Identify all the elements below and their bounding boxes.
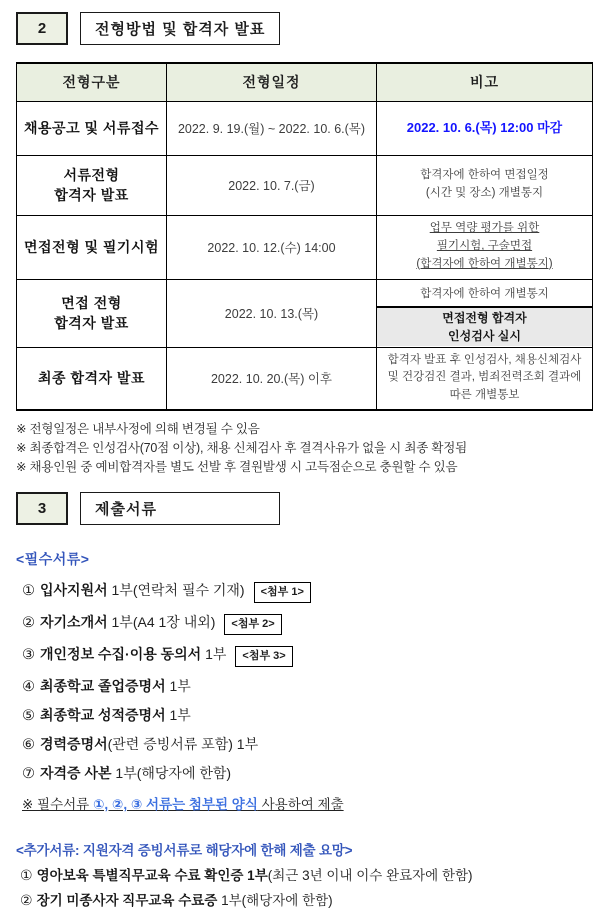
- item-detail: 1부(해당자에 한함): [217, 892, 333, 908]
- table-header-row: [17, 63, 593, 101]
- section-2-title: 전형방법 및 합격자 발표: [80, 12, 280, 45]
- item-number: ②: [20, 891, 33, 908]
- table-row-interview-exam: [17, 215, 593, 279]
- row5-category: 최종 합격자 발표: [17, 347, 167, 410]
- row2-category: [17, 155, 167, 215]
- item-number: ④: [22, 678, 35, 695]
- item-number: ①: [22, 582, 35, 599]
- row1-remarks-deadline: 2022. 10. 6.(목) 12:00 마감: [377, 101, 593, 155]
- item-name: 자격증 사본: [40, 764, 112, 781]
- row3-remarks-line2: 필기시험, 구술면접: [436, 240, 533, 253]
- item-number: ②: [22, 614, 35, 631]
- note-line: ※ 채용인원 중 예비합격자를 별도 선발 후 결원발생 시 고득점순으로 충원할 수 있음: [16, 459, 458, 474]
- item-name: 최종학교 성적증명서: [40, 706, 166, 723]
- item-detail: 1부(A4 1장 내외): [107, 613, 216, 630]
- row5-schedule: 2022. 10. 20.(목) 이후: [167, 347, 377, 410]
- row3-schedule: 2022. 10. 12.(수) 14:00: [167, 215, 377, 279]
- item-name: 자기소개서: [40, 613, 108, 630]
- item-detail: 1부: [165, 677, 191, 694]
- table-row-final-result: [17, 347, 593, 410]
- row4-remarks: [377, 279, 593, 347]
- row2-remarks-line1: 합격자에 한하여 면접일정: [420, 169, 549, 182]
- item-name: 장기 미종사자 직무교육 수료증: [36, 892, 218, 908]
- note-line: ※ 최종합격은 인성검사(70점 이상), 채용 신체검사 후 결격사유가 없을 시 최종 확정됨: [16, 440, 467, 455]
- table-row-document-result: [17, 155, 593, 215]
- row2-remarks: [377, 155, 593, 215]
- list-item: [22, 645, 592, 667]
- item-number: ①: [20, 866, 33, 883]
- row3-remarks-line1: 업무 역량 평가를 위한: [429, 222, 540, 235]
- list-item: [22, 581, 592, 603]
- required-docs-list: [16, 581, 592, 783]
- row4-remarks-bottom-line2: 인성검사 실시: [448, 329, 521, 343]
- row4-remarks-bottom-line1: 면접전형 합격자: [442, 311, 527, 325]
- section-2-number: 2: [16, 12, 68, 45]
- section-3-number: 3: [16, 492, 68, 525]
- note-suffix: 사용하여 제출: [257, 796, 344, 812]
- required-docs-note: [16, 793, 592, 813]
- list-item: [22, 735, 592, 754]
- row1-category: 채용공고 및 서류접수: [17, 101, 167, 155]
- row4-remarks-personality-test: [377, 306, 592, 346]
- attachment-2-badge: <첨부 2>: [224, 614, 281, 635]
- additional-docs-heading: <추가서류: 지원자격 증빙서류로 해당자에 한해 제출 요망>: [16, 842, 353, 858]
- row1-schedule: 2022. 9. 19.(월) ~ 2022. 10. 6.(목): [167, 101, 377, 155]
- list-item: [20, 867, 592, 884]
- note-line: ※ 전형일정은 내부사정에 의해 변경될 수 있음: [16, 421, 260, 436]
- row3-remarks: [377, 215, 593, 279]
- col-header-schedule: 전형일정: [167, 63, 377, 101]
- section-3-title: 제출서류: [80, 492, 280, 525]
- row3-category: 면접전형 및 필기시험: [17, 215, 167, 279]
- table-row-announcement: [17, 101, 593, 155]
- note-highlight: ①, ②, ③ 서류는 첨부된 양식: [92, 796, 258, 812]
- table-notes: [16, 420, 592, 477]
- attachment-1-badge: <첨부 1>: [254, 582, 311, 603]
- col-header-category: 전형구분: [17, 63, 167, 101]
- list-item: [22, 764, 592, 783]
- item-number: ⑥: [22, 736, 35, 753]
- list-item: [20, 892, 592, 909]
- section-2-header: [16, 12, 592, 45]
- item-detail: 1부(연락처 필수 기재): [107, 581, 245, 598]
- row4-category: [17, 279, 167, 347]
- row4-category-line2: 합격자 발표: [54, 315, 129, 331]
- item-number: ⑤: [22, 707, 35, 724]
- list-item: [22, 706, 592, 725]
- item-name: 경력증명서: [40, 735, 108, 752]
- item-number: ⑦: [22, 765, 35, 782]
- section-3-header: [16, 492, 592, 525]
- schedule-table: [16, 62, 593, 411]
- item-name: 최종학교 졸업증명서: [40, 677, 166, 694]
- col-header-remarks: 비고: [377, 63, 593, 101]
- item-name: 입사지원서: [40, 581, 108, 598]
- row5-remarks: 합격자 발표 후 인성검사, 채용신체검사 및 건강검진 결과, 범죄전력조회 결과에 따른 개별통보: [377, 347, 593, 410]
- row4-category-line1: 면접 전형: [61, 295, 122, 311]
- item-name: 영아보육 특별직무교육 수료 확인증 1부: [36, 867, 268, 883]
- item-number: ③: [22, 646, 35, 663]
- row2-category-line1: 서류전형: [63, 167, 120, 183]
- item-name: 개인정보 수집·이용 동의서: [40, 645, 202, 662]
- item-detail: 1부(해당자에 한함): [111, 764, 232, 781]
- item-detail: 1부: [165, 706, 191, 723]
- note-prefix: ※ 필수서류: [22, 796, 93, 812]
- row3-remarks-line3: (합격자에 한하여 개별통지): [416, 257, 553, 270]
- item-detail: (관련 증빙서류 포함) 1부: [107, 735, 259, 752]
- row2-category-line2: 합격자 발표: [54, 187, 129, 203]
- item-detail: (최근 3년 이내 이수 완료자에 한함): [267, 867, 473, 883]
- list-item: [22, 677, 592, 696]
- item-detail: 1부: [201, 645, 227, 662]
- row2-schedule: 2022. 10. 7.(금): [167, 155, 377, 215]
- attachment-3-badge: <첨부 3>: [235, 646, 292, 667]
- required-docs-heading: <필수서류>: [16, 550, 90, 567]
- row4-remarks-top: 합격자에 한하여 개별통지: [420, 288, 549, 300]
- list-item: [22, 613, 592, 635]
- table-row-interview-result: [17, 279, 593, 347]
- row4-schedule: 2022. 10. 13.(목): [167, 279, 377, 347]
- row2-remarks-line2: (시간 및 장소) 개별통지: [425, 187, 544, 199]
- additional-docs-list: [16, 867, 592, 909]
